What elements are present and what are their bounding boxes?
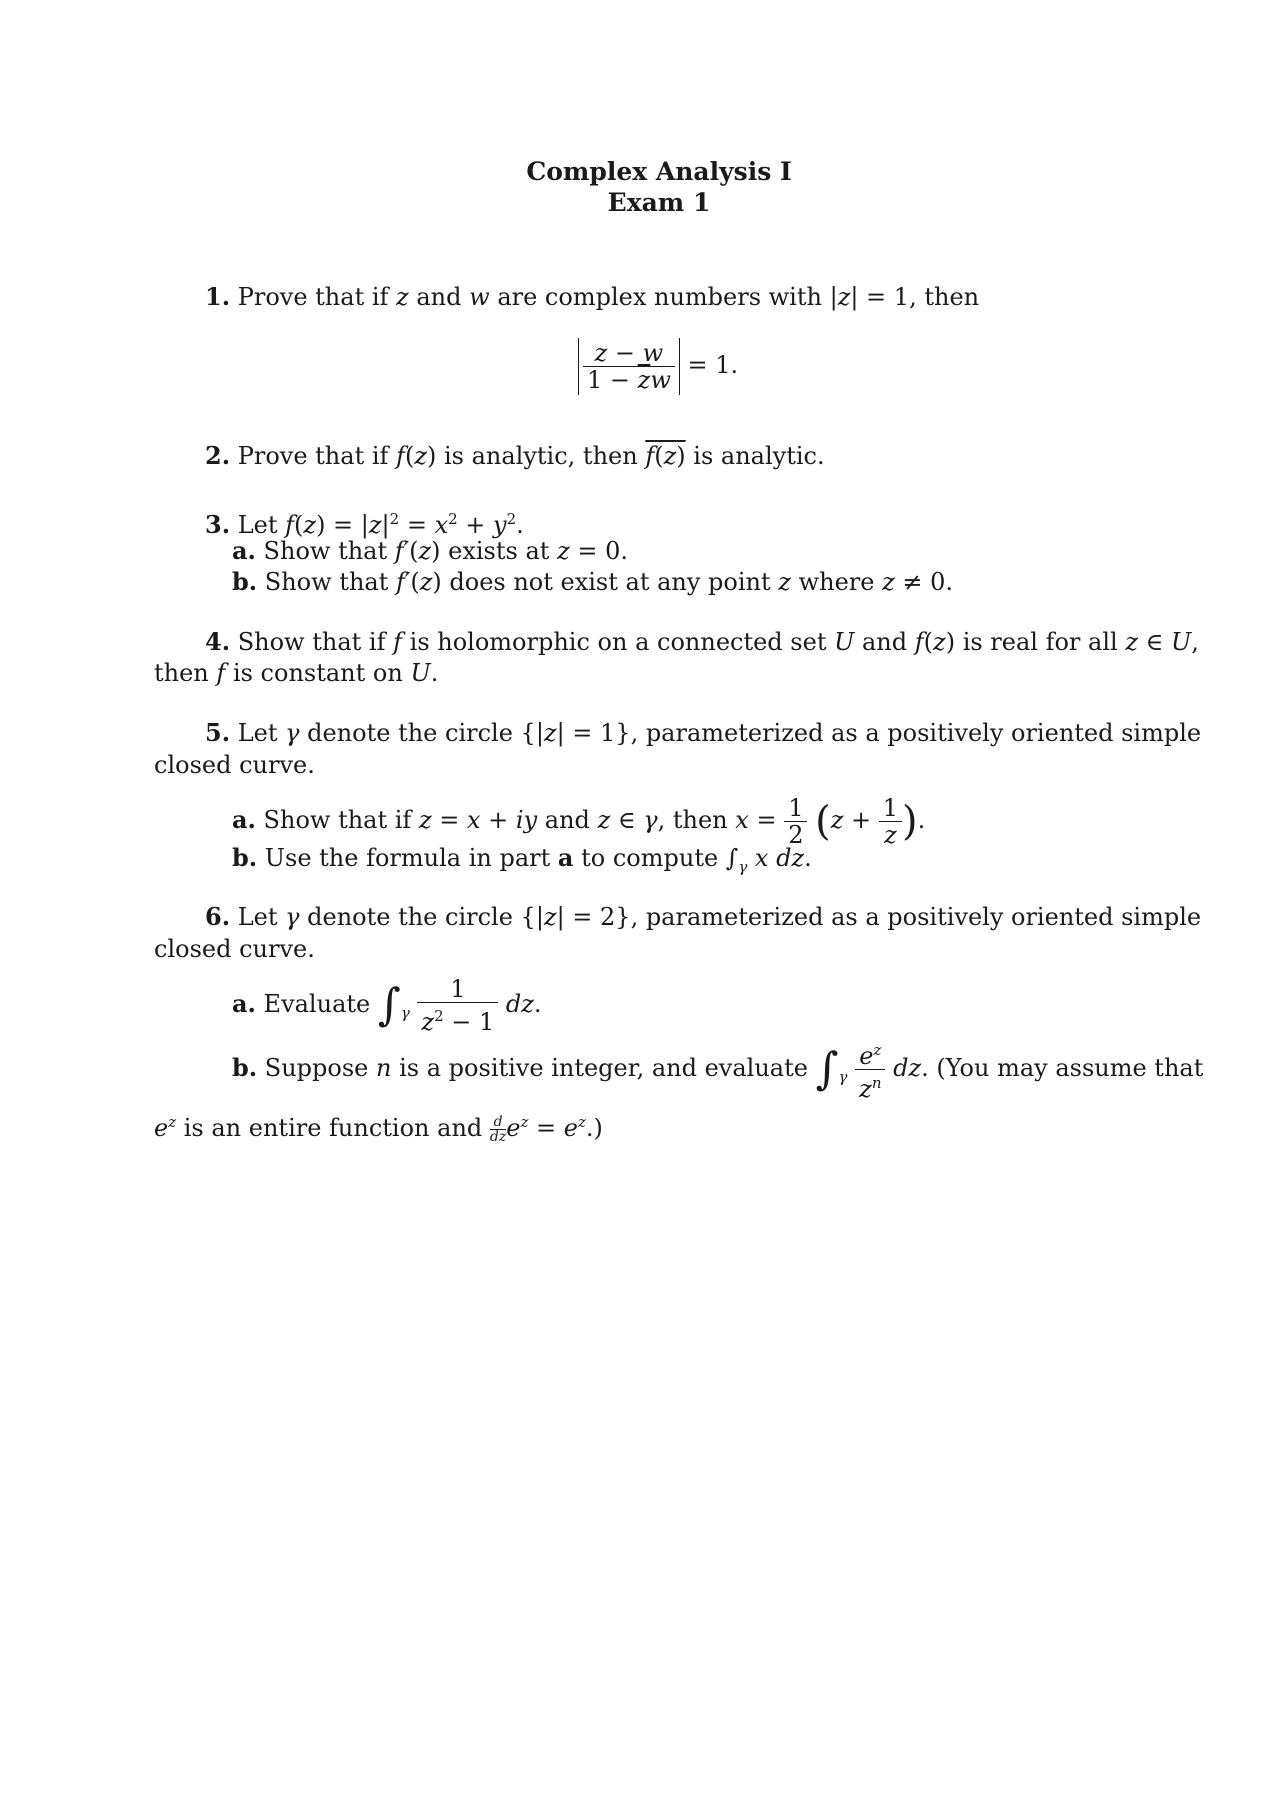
page-title: Complex Analysis I	[526, 157, 792, 186]
problem-2-number: 2.	[205, 441, 231, 470]
problem-3b: b. Show that f′(z) does not exist at any point z where z ≠ 0.	[232, 567, 954, 596]
problem-6-statement: 6. Let γ denote the circle {|z| = 2}, parameterized as a positively oriented simple	[205, 902, 1202, 931]
title-block	[0, 156, 1280, 218]
problem-5-number: 5.	[205, 718, 231, 747]
problem-3a: a. Show that f′(z) exists at z = 0.	[232, 536, 628, 565]
problem-5b: b. Use the formula in part a to compute $\int_\gamma$ x dz.	[232, 843, 812, 876]
problem-1-number: 1.	[205, 282, 231, 311]
problem-6-continued: closed curve.	[154, 935, 315, 963]
problem-3-number: 3.	[205, 510, 231, 539]
problem-4-number: 4.	[205, 627, 231, 656]
problem-1-equation: $\frac{z - w}{1 - \overline{z}w}$ = 1.	[578, 338, 738, 395]
page-subtitle: Exam 1	[607, 188, 711, 217]
problem-4-statement: 4. Show that if f is holomorphic on a connected set U and f(z) is real for all z ∈ U,	[205, 627, 1199, 656]
problem-5a: a. Show that if z = x + iy and z ∈ γ, then x = $\frac{1}{2}$ (z + $\frac{1}{z}$ ).	[232, 794, 926, 849]
problem-6b-continued: $e^z$ is an entire function and $\frac{d}{dz}$ $e^z = e^z$.)	[154, 1113, 603, 1145]
problem-6-number: 6.	[205, 902, 231, 931]
problem-6a: a. Evaluate $\int_\gamma$ $\frac{1}{z^2 - 1}$ dz.	[232, 975, 542, 1036]
problem-6b: b. Suppose n is a positive integer, and evaluate $\int_\gamma$ $\frac{e^z}{z^n}$ dz. (You may assume that	[232, 1036, 1203, 1109]
problem-4-continued: then f is constant on U.	[154, 659, 439, 687]
problem-1-statement: 1. Prove that if z and w are complex numbers with |z| = 1, then	[205, 282, 980, 311]
modulus-expression: $\frac{z - w}{1 - \overline{z}w}$	[578, 338, 680, 395]
problem-2-statement: 2. Prove that if f(z) is analytic, then f(z) is analytic.	[205, 441, 825, 470]
problem-5-continued: closed curve.	[154, 751, 315, 779]
problem-5-statement: 5. Let γ denote the circle {|z| = 1}, parameterized as a positively oriented simple	[205, 718, 1202, 747]
problem-3-statement: 3. Let $f(z) = |z|^2 = x^2 + y^2$.	[205, 510, 524, 539]
